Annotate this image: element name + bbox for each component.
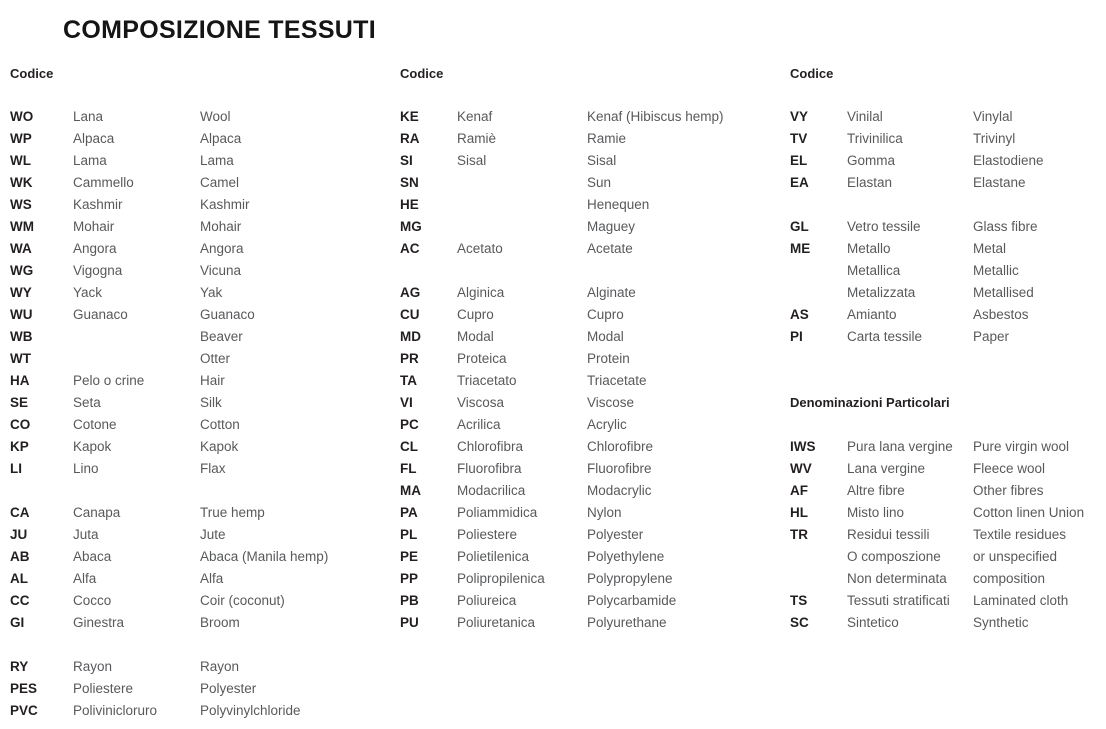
fabric-code: WA <box>10 241 32 256</box>
fabric-name-italian: Metallica <box>847 263 901 278</box>
table-row <box>400 568 785 590</box>
fabric-name-italian: Acrilica <box>457 417 501 432</box>
table-row <box>10 106 395 128</box>
column-header: Codice <box>400 66 444 81</box>
table-row <box>10 678 395 700</box>
table-row <box>10 524 395 546</box>
fabric-name-italian: Modal <box>457 329 494 344</box>
table-row <box>10 326 395 348</box>
table-row <box>10 392 395 414</box>
fabric-name-italian: Poliammidica <box>457 505 538 520</box>
fabric-name-english: Alfa <box>200 571 224 586</box>
table-row <box>10 238 395 260</box>
row-spacer <box>10 634 395 656</box>
table-row <box>400 546 785 568</box>
fabric-name-english: composition <box>973 571 1046 586</box>
fabric-name-english: Kapok <box>200 439 239 454</box>
fabric-name-english: Angora <box>200 241 244 256</box>
fabric-name-english: Alpaca <box>200 131 242 146</box>
fabric-code: PU <box>400 615 419 630</box>
section-subheader-row <box>790 392 1102 414</box>
fabric-name-english: Textile residues <box>973 527 1067 542</box>
fabric-name-english: Other fibres <box>973 483 1044 498</box>
fabric-code: GL <box>790 219 809 234</box>
fabric-name-english: Silk <box>200 395 222 410</box>
fabric-name-english: Kenaf (Hibiscus hemp) <box>587 109 724 124</box>
fabric-code: PP <box>400 571 419 586</box>
fabric-name-italian: Vinilal <box>847 109 883 124</box>
fabric-name-english: Polyester <box>587 527 644 542</box>
table-row <box>790 304 1102 326</box>
fabric-code: WS <box>10 197 32 212</box>
fabric-code: WB <box>10 329 33 344</box>
fabric-code: WL <box>10 153 31 168</box>
fabric-name-italian: Cocco <box>73 593 112 608</box>
fabric-name-english: Synthetic <box>973 615 1029 630</box>
fabric-name-italian: Carta tessile <box>847 329 923 344</box>
fabric-code: RA <box>400 131 420 146</box>
code-table-column-1 <box>10 67 395 722</box>
fabric-name-english: Abaca (Manila hemp) <box>200 549 329 564</box>
table-row <box>400 106 785 128</box>
fabric-name-italian: Cammello <box>73 175 134 190</box>
fabric-name-italian: Residui tessili <box>847 527 930 542</box>
fabric-name-italian: Vigogna <box>73 263 123 278</box>
fabric-code: CO <box>10 417 31 432</box>
fabric-name-italian: Sintetico <box>847 615 899 630</box>
table-row <box>10 194 395 216</box>
fabric-name-english: Camel <box>200 175 240 190</box>
table-rows <box>790 106 1102 634</box>
fabric-code: AC <box>400 241 420 256</box>
table-rows <box>400 106 785 634</box>
code-table-column-2 <box>400 67 785 634</box>
table-row <box>10 282 395 304</box>
fabric-name-italian: Vetro tessile <box>847 219 921 234</box>
fabric-name-italian: Viscosa <box>457 395 505 410</box>
fabric-name-italian: Rayon <box>73 659 113 674</box>
fabric-name-english: Hair <box>200 373 225 388</box>
table-row <box>10 260 395 282</box>
table-row <box>10 436 395 458</box>
fabric-name-english: Rayon <box>200 659 240 674</box>
table-row <box>400 370 785 392</box>
table-row <box>400 128 785 150</box>
fabric-name-italian: Pelo o crine <box>73 373 145 388</box>
fabric-code: WK <box>10 175 33 190</box>
table-row <box>790 106 1102 128</box>
fabric-code: ME <box>790 241 811 256</box>
fabric-name-english: Nylon <box>587 505 622 520</box>
row-spacer <box>400 260 785 282</box>
fabric-name-italian: Misto lino <box>847 505 905 520</box>
table-row <box>790 612 1102 634</box>
fabric-name-english: Polyvinylchloride <box>200 703 301 718</box>
fabric-code: SC <box>790 615 809 630</box>
table-row <box>10 700 395 722</box>
fabric-name-italian: Mohair <box>73 219 115 234</box>
table-row <box>400 326 785 348</box>
fabric-code: PE <box>400 549 419 564</box>
table-row <box>10 568 395 590</box>
fabric-code: HE <box>400 197 419 212</box>
fabric-code: SN <box>400 175 419 190</box>
fabric-name-italian: Lana <box>73 109 104 124</box>
fabric-code <box>790 260 847 282</box>
fabric-code: EA <box>790 175 809 190</box>
row-spacer <box>790 348 1102 370</box>
fabric-name-italian: Cupro <box>457 307 494 322</box>
fabric-code: KP <box>10 439 29 454</box>
fabric-name-english: Metallised <box>973 285 1034 300</box>
fabric-name-english: Fluorofibre <box>587 461 652 476</box>
fabric-name-italian: Trivinilica <box>847 131 903 146</box>
fabric-code: VY <box>790 109 809 124</box>
fabric-name-italian: Triacetato <box>457 373 517 388</box>
table-row <box>10 414 395 436</box>
fabric-name-italian: Alginica <box>457 285 505 300</box>
row-spacer <box>790 414 1102 436</box>
fabric-code: TA <box>400 373 417 388</box>
table-row <box>400 414 785 436</box>
fabric-code: CA <box>10 505 30 520</box>
fabric-name-italian <box>457 172 587 194</box>
fabric-name-english: Mohair <box>200 219 242 234</box>
fabric-code: WP <box>10 131 32 146</box>
fabric-name-english: Viscose <box>587 395 635 410</box>
fabric-code: TV <box>790 131 808 146</box>
fabric-code: FL <box>400 461 417 476</box>
table-row <box>400 524 785 546</box>
fabric-code: MG <box>400 219 422 234</box>
fabric-name-english: Laminated cloth <box>973 593 1069 608</box>
table-row <box>10 150 395 172</box>
fabric-name-english: Henequen <box>587 197 650 212</box>
table-row <box>400 194 785 216</box>
table-row <box>790 458 1102 480</box>
fabric-code <box>790 282 847 304</box>
table-row <box>790 480 1102 502</box>
table-row <box>10 370 395 392</box>
fabric-code: CC <box>10 593 30 608</box>
fabric-name-italian <box>73 348 200 370</box>
fabric-name-english: Pure virgin wool <box>973 439 1070 454</box>
fabric-name-italian: Abaca <box>73 549 112 564</box>
table-row <box>790 568 1102 590</box>
fabric-name-english: Otter <box>200 351 231 366</box>
fabric-name-italian: Ginestra <box>73 615 125 630</box>
table-row <box>400 348 785 370</box>
fabric-name-english: Metal <box>973 241 1007 256</box>
fabric-code: SI <box>400 153 413 168</box>
section-subheader: Denominazioni Particolari <box>790 395 950 410</box>
fabric-name-italian: O composzione <box>847 549 941 564</box>
fabric-code: WO <box>10 109 34 124</box>
fabric-name-english: Modal <box>587 329 624 344</box>
fabric-name-english: Acrylic <box>587 417 627 432</box>
fabric-name-english: Broom <box>200 615 240 630</box>
table-row <box>400 150 785 172</box>
fabric-name-italian: Alfa <box>73 571 97 586</box>
fabric-name-italian: Ramiè <box>457 131 497 146</box>
table-row <box>400 436 785 458</box>
fabric-code: PES <box>10 681 38 696</box>
fabric-name-italian: Kapok <box>73 439 112 454</box>
table-row <box>10 128 395 150</box>
fabric-code: AS <box>790 307 809 322</box>
fabric-name-english: Lama <box>200 153 234 168</box>
table-rows <box>10 106 395 722</box>
table-row <box>790 590 1102 612</box>
fabric-name-italian: Non determinata <box>847 571 947 586</box>
table-row <box>10 172 395 194</box>
table-row <box>10 656 395 678</box>
table-row <box>10 546 395 568</box>
fabric-name-english: Fleece wool <box>973 461 1046 476</box>
fabric-name-english: Elastodiene <box>973 153 1044 168</box>
table-row <box>790 172 1102 194</box>
fabric-name-english: Wool <box>200 109 231 124</box>
fabric-name-italian: Kenaf <box>457 109 493 124</box>
fabric-name-italian: Lama <box>73 153 107 168</box>
fabric-code: WG <box>10 263 34 278</box>
table-row <box>400 216 785 238</box>
column-header: Codice <box>10 66 54 81</box>
row-spacer <box>790 370 1102 392</box>
fabric-name-english: Trivinyl <box>973 131 1016 146</box>
page-title: COMPOSIZIONE TESSUTI <box>63 16 376 44</box>
fabric-name-italian: Elastan <box>847 175 893 190</box>
fabric-name-italian: Yack <box>73 285 103 300</box>
fabric-name-italian: Polivinicloruro <box>73 703 158 718</box>
fabric-code: AL <box>10 571 28 586</box>
fabric-code: PA <box>400 505 418 520</box>
row-spacer <box>10 480 395 502</box>
fabric-name-english: Polyester <box>200 681 257 696</box>
fabric-name-english: Jute <box>200 527 226 542</box>
table-row <box>790 216 1102 238</box>
table-row <box>790 260 1102 282</box>
fabric-code: PVC <box>10 703 38 718</box>
table-row <box>10 216 395 238</box>
table-row <box>790 128 1102 150</box>
fabric-code: PC <box>400 417 419 432</box>
fabric-name-english: Polypropylene <box>587 571 673 586</box>
fabric-code: PL <box>400 527 418 542</box>
fabric-name-english: Chlorofibre <box>587 439 654 454</box>
table-row <box>400 590 785 612</box>
fabric-name-italian: Angora <box>73 241 117 256</box>
fabric-name-english: Maguey <box>587 219 636 234</box>
fabric-name-english: Polyurethane <box>587 615 667 630</box>
table-row <box>790 238 1102 260</box>
fabric-code: LI <box>10 461 22 476</box>
fabric-name-italian: Canapa <box>73 505 121 520</box>
fabric-code: RY <box>10 659 29 674</box>
fabric-name-italian: Cotone <box>73 417 117 432</box>
fabric-name-italian: Modacrilica <box>457 483 526 498</box>
fabric-name-italian: Juta <box>73 527 99 542</box>
table-row <box>400 172 785 194</box>
table-row <box>790 546 1102 568</box>
column-header: Codice <box>790 66 834 81</box>
fabric-name-english: or unspecified <box>973 549 1058 564</box>
fabric-name-italian <box>73 326 200 348</box>
table-row <box>790 282 1102 304</box>
fabric-name-english: Elastane <box>973 175 1026 190</box>
table-row <box>10 590 395 612</box>
fabric-code: MD <box>400 329 421 344</box>
fabric-name-english: Beaver <box>200 329 243 344</box>
table-row <box>400 612 785 634</box>
table-row <box>400 282 785 304</box>
fabric-name-english: Cupro <box>587 307 624 322</box>
fabric-name-english: Triacetate <box>587 373 647 388</box>
table-row <box>400 480 785 502</box>
fabric-name-italian: Proteica <box>457 351 507 366</box>
fabric-name-english: Glass fibre <box>973 219 1038 234</box>
fabric-code: PI <box>790 329 803 344</box>
fabric-name-english: Paper <box>973 329 1010 344</box>
fabric-name-italian: Alpaca <box>73 131 115 146</box>
fabric-code: WM <box>10 219 34 234</box>
fabric-name-italian: Sisal <box>457 153 487 168</box>
table-row <box>10 458 395 480</box>
fabric-name-italian: Lino <box>73 461 99 476</box>
fabric-code: AF <box>790 483 808 498</box>
fabric-name-english: Asbestos <box>973 307 1029 322</box>
fabric-code: WV <box>790 461 812 476</box>
fabric-name-english: Alginate <box>587 285 636 300</box>
fabric-name-italian: Lana vergine <box>847 461 926 476</box>
fabric-code: GI <box>10 615 25 630</box>
fabric-name-english: Sun <box>587 175 612 190</box>
fabric-code: IWS <box>790 439 816 454</box>
table-row <box>790 502 1102 524</box>
fabric-code: PR <box>400 351 419 366</box>
fabric-name-italian: Seta <box>73 395 101 410</box>
fabric-name-italian: Metalizzata <box>847 285 916 300</box>
fabric-code <box>790 546 847 568</box>
fabric-name-english: Polycarbamide <box>587 593 677 608</box>
fabric-name-english: Sisal <box>587 153 617 168</box>
fabric-code: KE <box>400 109 419 124</box>
table-row <box>400 304 785 326</box>
fabric-name-english: Yak <box>200 285 223 300</box>
fabric-code: SE <box>10 395 29 410</box>
fabric-code: EL <box>790 153 808 168</box>
fabric-code: PB <box>400 593 419 608</box>
table-row <box>10 348 395 370</box>
fabric-name-italian <box>457 194 587 216</box>
fabric-code: CU <box>400 307 420 322</box>
fabric-name-italian: Pura lana vergine <box>847 439 953 454</box>
fabric-code: HA <box>10 373 30 388</box>
fabric-name-italian: Gomma <box>847 153 896 168</box>
fabric-name-english: Vicuna <box>200 263 242 278</box>
table-row <box>10 502 395 524</box>
table-row <box>790 436 1102 458</box>
fabric-name-italian: Altre fibre <box>847 483 905 498</box>
fabric-code: CL <box>400 439 418 454</box>
fabric-name-italian: Metallo <box>847 241 891 256</box>
fabric-code: HL <box>790 505 808 520</box>
fabric-name-english: Coir (coconut) <box>200 593 285 608</box>
fabric-name-italian: Poliestere <box>73 681 134 696</box>
table-row <box>790 326 1102 348</box>
fabric-code: AG <box>400 285 421 300</box>
fabric-name-english: True hemp <box>200 505 265 520</box>
fabric-name-italian: Poliuretanica <box>457 615 536 630</box>
fabric-name-english: Kashmir <box>200 197 250 212</box>
fabric-name-italian: Fluorofibra <box>457 461 522 476</box>
fabric-name-english: Guanaco <box>200 307 255 322</box>
fabric-name-italian <box>457 216 587 238</box>
fabric-name-italian: Chlorofibra <box>457 439 524 454</box>
table-row <box>790 150 1102 172</box>
fabric-code: WY <box>10 285 32 300</box>
fabric-name-english: Ramie <box>587 131 627 146</box>
fabric-name-english: Cotton linen Union <box>973 505 1085 520</box>
fabric-name-english: Metallic <box>973 263 1019 278</box>
fabric-name-italian: Poliestere <box>457 527 518 542</box>
fabric-code <box>790 568 847 590</box>
fabric-code: TR <box>790 527 808 542</box>
table-row <box>400 392 785 414</box>
table-row <box>10 612 395 634</box>
code-table-column-3 <box>790 67 1102 634</box>
fabric-code: JU <box>10 527 28 542</box>
fabric-name-english: Acetate <box>587 241 633 256</box>
fabric-code: MA <box>400 483 421 498</box>
fabric-name-italian: Guanaco <box>73 307 128 322</box>
fabric-name-italian: Polipropilenica <box>457 571 545 586</box>
fabric-name-english: Polyethylene <box>587 549 665 564</box>
table-row <box>400 502 785 524</box>
fabric-name-english: Flax <box>200 461 226 476</box>
fabric-name-english: Modacrylic <box>587 483 652 498</box>
fabric-name-italian: Acetato <box>457 241 503 256</box>
fabric-name-english: Cotton <box>200 417 240 432</box>
table-row <box>400 458 785 480</box>
fabric-code: AB <box>10 549 30 564</box>
table-row <box>790 524 1102 546</box>
fabric-name-italian: Poliureica <box>457 593 517 608</box>
table-row <box>10 304 395 326</box>
fabric-code: TS <box>790 593 808 608</box>
fabric-name-english: Vinylal <box>973 109 1013 124</box>
fabric-code: WT <box>10 351 31 366</box>
table-row <box>400 238 785 260</box>
fabric-name-italian: Tessuti stratificati <box>847 593 950 608</box>
fabric-code: VI <box>400 395 413 410</box>
fabric-name-italian: Kashmir <box>73 197 123 212</box>
fabric-name-italian: Polietilenica <box>457 549 530 564</box>
fabric-name-italian: Amianto <box>847 307 897 322</box>
fabric-code: WU <box>10 307 33 322</box>
fabric-name-english: Protein <box>587 351 630 366</box>
row-spacer <box>790 194 1102 216</box>
